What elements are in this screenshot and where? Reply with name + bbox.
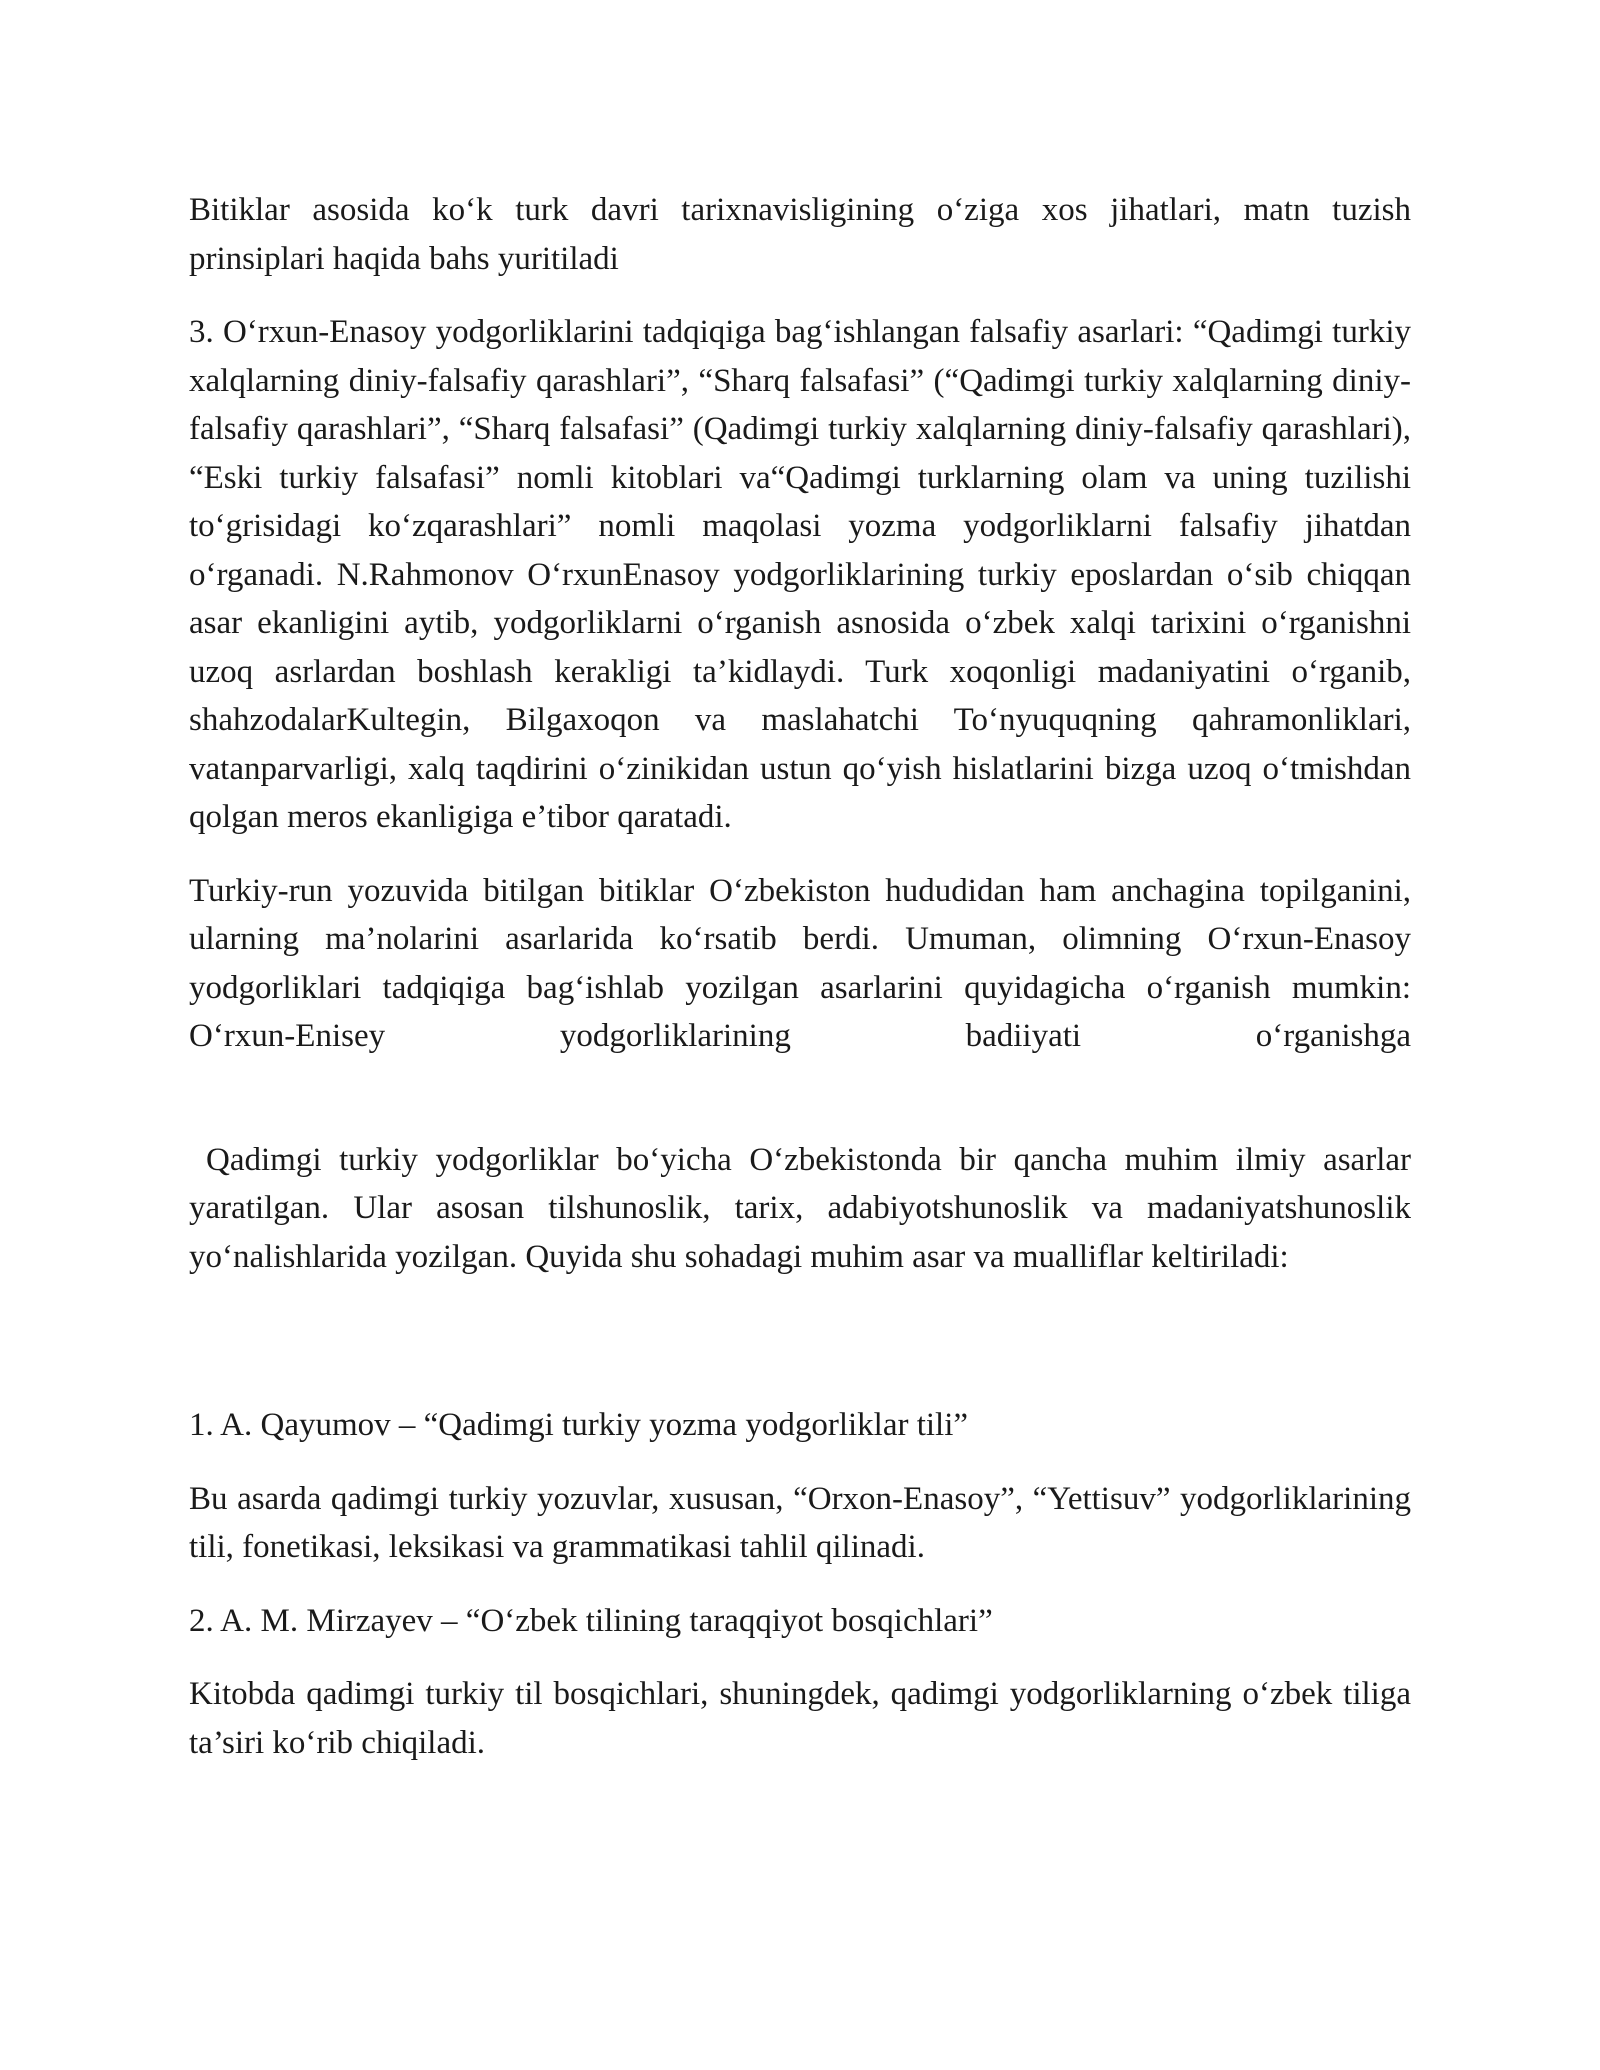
paragraph-intro: Bitiklar asosida ko‘k turk davri tarixnavisligining o‘ziga xos jihatlari, matn tuzish prinsiplari haqida bahs yuritiladi	[189, 192, 1411, 277]
paragraph-turkic-runic: Turkiy-run yozuvida bitilgan bitiklar O‘zbekiston hududidan ham anchagina topilganini, ularning ma’nolarini asarlarida ko‘rsatib berdi. Umuman, olimning O‘rxun-Enasoy yodgorliklari tadqiqiga bag‘ishlab yozilgan asarlarini quyidagicha o‘rganish mumkin: O‘rxun-Enisey yodgorliklarining badiiyati o‘rganishga	[189, 872, 1411, 1054]
work-description: Bu asarda qadimgi turkiy yozuvlar, xususan, “Orxon-Enasoy”, “Yettisuv” yodgorliklarining tili, fonetikasi, leksikasi va grammatikasi tahlil qilinadi.	[189, 1480, 1411, 1565]
work-heading: 2. A. M. Mirzayev – “O‘zbek tilining taraqqiyot bosqichlari”	[189, 1602, 993, 1639]
document-page	[189, 186, 1411, 1792]
work-heading: 1. A. Qayumov – “Qadimgi turkiy yozma yodgorliklar tili”	[189, 1407, 969, 1443]
work-description: Kitobda qadimgi turkiy til bosqichlari, shuningdek, qadimgi yodgorliklarning o‘zbek tiliga ta’siri ko‘rib chiqiladi.	[189, 1676, 1411, 1761]
paragraph-philosophy-works: 3. O‘rxun-Enasoy yodgorliklarini tadqiqiga bag‘ishlangan falsafiy asarlari: “Qadimgi turkiy xalqlarning diniy-falsafiy qarashlari”, “Sharq falsafasi” (“Qadimgi turkiy xalqlarning diniy-falsafiy qarashlari”, “Sharq falsafasi” (Qadimgi turkiy xalqlarning diniy-falsafiy qarashlari), “Eski turkiy falsafasi” nomli kitoblari va“Qadimgi turklarning olam va uning tuzilishi to‘grisidagi ko‘zqarashlari” nomli maqolasi yozma yodgorliklarni falsafiy jihatdan o‘rganadi. N.Rahmonov O‘rxunEnasoy yodgorliklarining turkiy eposlardan o‘sib chiqqan asar ekanligini aytib, yodgorliklarni o‘rganish asnosida o‘zbek xalqi tarixini o‘rganishni uzoq asrlardan boshlash kerakligi ta’kidlaydi. Turk xoqonligi madaniyatini o‘rganib, shahzodalarKultegin, Bilgaxoqon va maslahatchi To‘nyuquqning qahramonliklari, vatanparvarligi, xalq taqdirini o‘zinikidan ustun qo‘yish hislatlarini bizga uzoq o‘tmishdan qolgan meros ekanligiga e’tibor qaratadi.	[189, 314, 1411, 835]
spacer	[189, 1306, 1411, 1401]
spacer	[189, 1086, 1411, 1136]
paragraph-uzbek-research: Qadimgi turkiy yodgorliklar bo‘yicha O‘zbekistonda bir qancha muhim ilmiy asarlar yaratilgan. Ular asosan tilshunoslik, tarix, adabiyotshunoslik va madaniyatshunoslik yo‘nalishlarida yozilgan. Quyida shu sohadagi muhim asar va mualliflar keltiriladi:	[189, 1141, 1411, 1275]
